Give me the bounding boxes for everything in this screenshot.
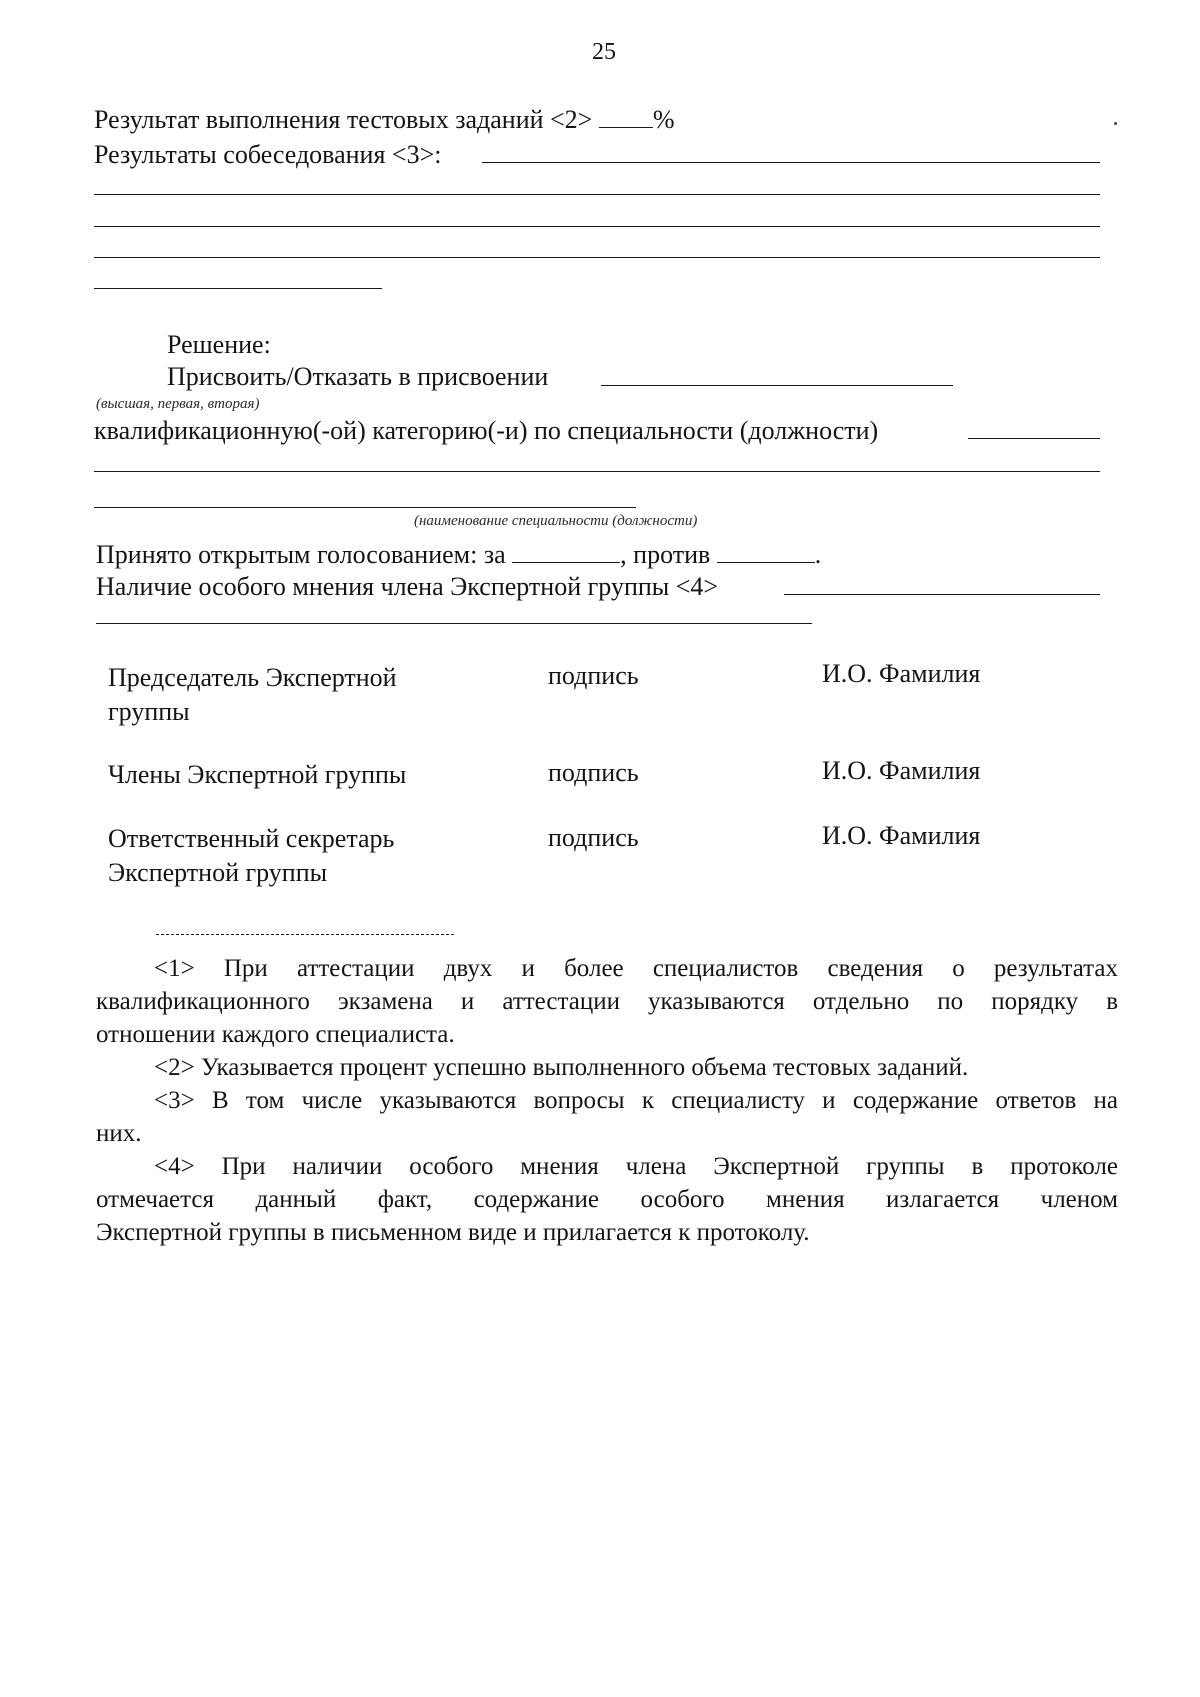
dissent-label: Наличие особого мнения члена Экспертной группы <4> [96, 572, 719, 601]
vote-end: . [814, 540, 822, 569]
interview-line-4 [94, 257, 1100, 258]
vote-against-label: , против [620, 540, 711, 569]
test-result-blank [599, 109, 653, 128]
interview-line-1 [482, 162, 1100, 163]
chair-signature: подпись [548, 661, 639, 690]
interview-line-3 [94, 226, 1100, 227]
footnote-1-line-1: <1> При аттестации двух и более специалистов сведения о результатах [154, 955, 1118, 982]
footnote-1-line-3: отношении каждого специалиста. [96, 1021, 455, 1048]
specialty-line-2 [94, 471, 1100, 472]
footnotes [96, 952, 1118, 1249]
footnote-1-line-2: квалификационного экзамена и аттестации указываются отдельно по порядку в [96, 988, 1118, 1015]
vote-line [96, 542, 821, 568]
footnote-3-line-2: них. [96, 1120, 142, 1147]
interview-line-2 [94, 194, 1100, 195]
category-hint: (высшая, первая, вторая) [96, 396, 260, 412]
percent-sign: % [652, 105, 675, 134]
secretary-signature: подпись [548, 823, 639, 852]
members-role: Члены Экспертной группы [108, 760, 407, 789]
specialty-line-1 [968, 438, 1100, 439]
dissent-line-2 [96, 623, 812, 624]
interview-results-label: Результаты собеседования <3>: [94, 140, 442, 169]
page-number: 25 [592, 39, 616, 65]
members-name: И.О. Фамилия [822, 756, 981, 785]
footnote-4-line-1: <4> При наличии особого мнения члена Экспертной группы в протоколе [154, 1153, 1118, 1180]
assign-line [601, 385, 953, 386]
test-result-label [94, 107, 675, 133]
footnote-separator [156, 934, 454, 935]
vote-label: Принято открытым голосованием: за [96, 540, 506, 569]
secretary-name: И.О. Фамилия [822, 821, 981, 850]
secretary-role-line1: Ответственный секретарь [108, 824, 395, 853]
dissent-line-1 [784, 594, 1100, 595]
specialty-hint: (наименование специальности (должности) [414, 513, 698, 529]
vote-for-blank [512, 544, 620, 563]
members-signature: подпись [548, 758, 639, 787]
chair-name: И.О. Фамилия [822, 659, 981, 688]
category-line: квалификационную(-ой) категорию(-и) по специальности (должности) [94, 416, 879, 445]
secretary-role-line2: Экспертной группы [108, 858, 328, 887]
footnote-2: <2> Указывается процент успешно выполненного объема тестовых заданий. [154, 1054, 969, 1081]
specialty-line-3 [94, 507, 636, 508]
footnote-4-line-2: отмечается данный факт, содержание особого мнения излагается членом [96, 1186, 1118, 1213]
footnote-4-line-3: Экспертной группы в письменном виде и прилагается к протоколу. [96, 1219, 810, 1246]
chair-role-line2: группы [108, 697, 190, 726]
scan-speck [1114, 122, 1117, 125]
vote-against-blank [717, 544, 815, 563]
interview-line-5 [94, 288, 382, 289]
assign-label: Присвоить/Отказать в присвоении [167, 362, 549, 391]
decision-heading: Решение: [167, 330, 271, 359]
chair-role-line1: Председатель Экспертной [108, 663, 397, 692]
test-result-text: Результат выполнения тестовых заданий <2> [94, 105, 593, 134]
footnote-3-line-1: <3> В том числе указываются вопросы к специалисту и содержание ответов на [154, 1087, 1118, 1114]
